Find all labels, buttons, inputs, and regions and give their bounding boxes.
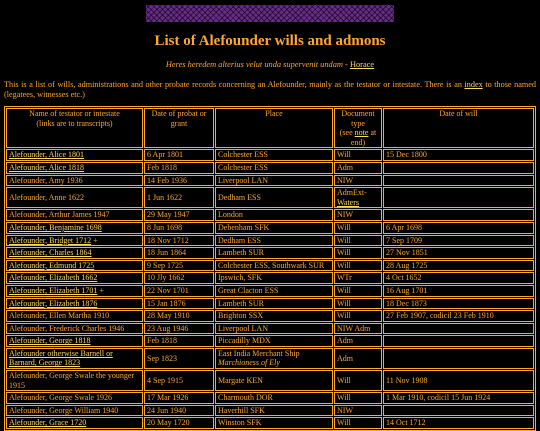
doctype-text: NIW bbox=[337, 405, 353, 415]
name-text: Alefounder, George Swale the younger 1915 bbox=[9, 371, 135, 390]
transcript-link[interactable]: Alefounder otherwise Barnell or Barnard, George 1823 bbox=[9, 348, 113, 368]
place-text: Lambeth SUR bbox=[218, 298, 264, 308]
table-row bbox=[6, 417, 534, 429]
cell-doctype bbox=[334, 285, 382, 297]
cell-name bbox=[6, 272, 143, 284]
doctype-text: Will bbox=[337, 248, 351, 258]
cell-will-date bbox=[383, 323, 534, 335]
place-text: Charmouth DOR bbox=[218, 393, 273, 403]
name-text: Alefounder, Frederick Charles 1946 bbox=[9, 323, 125, 333]
cell-will-date bbox=[383, 335, 534, 347]
cell-place bbox=[215, 285, 333, 297]
cell-will-date: 14 Oct 1712 bbox=[383, 417, 534, 429]
place-text: Colchester ESS bbox=[218, 162, 268, 172]
cell-name bbox=[6, 247, 143, 259]
plus-marker: + bbox=[93, 235, 98, 245]
intro-paragraph bbox=[4, 80, 536, 99]
transcript-link[interactable]: Alefounder, Elizabeth 1701 bbox=[9, 285, 98, 295]
table-row bbox=[6, 310, 534, 322]
cell-date: Feb 1818 bbox=[144, 335, 214, 347]
transcript-link[interactable]: Alefounder, Elizabeth 1876 bbox=[9, 298, 98, 308]
cell-date: 18 Jun 1864 bbox=[144, 247, 214, 259]
doctype-text: Will bbox=[337, 222, 351, 232]
cell-doctype bbox=[334, 335, 382, 347]
place-text: Debenham SFK bbox=[218, 222, 270, 232]
transcript-link[interactable]: Alefounder, Elizabeth 1662 bbox=[9, 273, 98, 283]
cell-name bbox=[6, 149, 143, 161]
transcript-link[interactable]: Alefounder, George 1818 bbox=[9, 336, 91, 346]
table-row bbox=[6, 222, 534, 234]
doctype-text: Will bbox=[337, 375, 351, 385]
place-text: Colchester ESS, Southwark SUR bbox=[218, 260, 325, 270]
cell-place bbox=[215, 348, 333, 369]
cell-doctype bbox=[334, 209, 382, 221]
transcript-link[interactable]: Alefounder, Charles 1864 bbox=[9, 248, 92, 258]
cell-name bbox=[6, 187, 143, 208]
cell-will-date: 27 Nov 1851 bbox=[383, 247, 534, 259]
doctype-link[interactable]: Waters bbox=[337, 197, 360, 207]
place-text: Great Clacton ESS bbox=[218, 285, 279, 295]
cell-name bbox=[6, 235, 143, 247]
cell-will-date: 6 Apr 1698 bbox=[383, 222, 534, 234]
doctype-text: Will bbox=[337, 285, 351, 295]
cell-doctype bbox=[334, 175, 382, 187]
cell-date: 4 Sep 1915 bbox=[144, 370, 214, 391]
cell-date: 8 Jun 1698 bbox=[144, 222, 214, 234]
header-doctype-see: (see bbox=[339, 128, 355, 138]
table-row bbox=[6, 298, 534, 310]
cell-doctype bbox=[334, 235, 382, 247]
cell-place bbox=[215, 392, 333, 404]
cell-name bbox=[6, 298, 143, 310]
doctype-text: Will bbox=[337, 235, 351, 245]
cell-doctype bbox=[334, 392, 382, 404]
cell-place bbox=[215, 298, 333, 310]
place-text: Winston SFK bbox=[218, 418, 262, 428]
table-row bbox=[6, 260, 534, 272]
table-row bbox=[6, 162, 534, 174]
doctype-text: Adm bbox=[337, 353, 353, 363]
header-doctype bbox=[334, 108, 382, 148]
cell-will-date bbox=[383, 405, 534, 417]
table-row bbox=[6, 392, 534, 404]
place-text: Ipswich, SFK bbox=[218, 273, 263, 283]
cell-date: 28 May 1910 bbox=[144, 310, 214, 322]
cell-date: 9 Sep 1725 bbox=[144, 260, 214, 272]
cell-name bbox=[6, 323, 143, 335]
cell-will-date: 15 Dec 1800 bbox=[383, 149, 534, 161]
cell-place bbox=[215, 272, 333, 284]
cell-name bbox=[6, 310, 143, 322]
cell-doctype bbox=[334, 272, 382, 284]
cell-will-date: 28 Aug 1725 bbox=[383, 260, 534, 272]
header-place: Place bbox=[215, 108, 333, 148]
name-text: Alefounder, Ellen Martha 1910 bbox=[9, 311, 110, 321]
cell-will-date bbox=[383, 175, 534, 187]
cell-date: 20 May 1720 bbox=[144, 417, 214, 429]
doctype-text: WTr bbox=[337, 273, 352, 283]
cell-name bbox=[6, 260, 143, 272]
header-doctype-label: Document type bbox=[341, 109, 375, 128]
table-row bbox=[6, 335, 534, 347]
table-row bbox=[6, 405, 534, 417]
cell-place bbox=[215, 187, 333, 208]
cell-place bbox=[215, 417, 333, 429]
place-text: Margate KEN bbox=[218, 375, 263, 385]
transcript-link[interactable]: Alefounder, Alice 1801 bbox=[9, 150, 84, 160]
transcript-link[interactable]: Alefounder, Bridget 1712 bbox=[9, 235, 92, 245]
cell-doctype bbox=[334, 417, 382, 429]
doctype-text: Will bbox=[337, 418, 351, 428]
cell-will-date bbox=[383, 187, 534, 208]
doctype-text: Will bbox=[337, 150, 351, 160]
name-text: Alefounder, Arthur James 1947 bbox=[9, 210, 110, 220]
place-text: Liverpool LAN bbox=[218, 175, 268, 185]
plus-marker: + bbox=[99, 285, 104, 295]
cell-place bbox=[215, 175, 333, 187]
cell-place bbox=[215, 222, 333, 234]
table-row bbox=[6, 323, 534, 335]
cell-place bbox=[215, 260, 333, 272]
place-text: Dedham ESS bbox=[218, 235, 261, 245]
note-link[interactable]: note bbox=[354, 128, 369, 138]
cell-doctype bbox=[334, 162, 382, 174]
decorative-banner bbox=[146, 5, 394, 22]
cell-name bbox=[6, 335, 143, 347]
transcript-link[interactable]: Alefounder, Benjamine 1698 bbox=[9, 222, 102, 232]
cell-doctype bbox=[334, 310, 382, 322]
cell-name bbox=[6, 405, 143, 417]
table-row bbox=[6, 209, 534, 221]
cell-will-date bbox=[383, 209, 534, 221]
doctype-text: Adm bbox=[337, 336, 353, 346]
cell-doctype bbox=[334, 405, 382, 417]
cell-date: 1 Jun 1622 bbox=[144, 187, 214, 208]
name-text: Alefounder, Amy 1936 bbox=[9, 175, 83, 185]
doctype-text: NIW bbox=[337, 175, 353, 185]
cell-doctype bbox=[334, 187, 382, 208]
header-name bbox=[6, 108, 143, 148]
place-text: Brighton SSX bbox=[218, 311, 264, 321]
doctype-text: AdmExt- bbox=[337, 188, 367, 198]
cell-place bbox=[215, 335, 333, 347]
cell-doctype bbox=[334, 348, 382, 369]
cell-date: 17 Mar 1926 bbox=[144, 392, 214, 404]
table-row bbox=[6, 348, 534, 369]
cell-name bbox=[6, 209, 143, 221]
doctype-text: NIW Adm bbox=[337, 323, 371, 333]
cell-name bbox=[6, 285, 143, 297]
cell-date: 24 Jun 1940 bbox=[144, 405, 214, 417]
cell-place bbox=[215, 370, 333, 391]
cell-name bbox=[6, 370, 143, 391]
cell-place bbox=[215, 162, 333, 174]
table-row bbox=[6, 272, 534, 284]
table-row bbox=[6, 285, 534, 297]
cell-date: Feb 1818 bbox=[144, 162, 214, 174]
cell-date: 22 Nov 1701 bbox=[144, 285, 214, 297]
place-text: Colchester ESS bbox=[218, 150, 268, 160]
motto bbox=[0, 60, 540, 69]
place-text: East India Merchant Ship bbox=[218, 348, 300, 358]
cell-date: 23 Aug 1946 bbox=[144, 323, 214, 335]
page-title: List of Alefounder wills and admons bbox=[154, 33, 386, 49]
cell-name bbox=[6, 222, 143, 234]
cell-date: 18 Nov 1712 bbox=[144, 235, 214, 247]
place-text: Lambeth SUR bbox=[218, 248, 264, 258]
cell-date: 14 Feb 1936 bbox=[144, 175, 214, 187]
name-text: Alefounder, Anne 1622 bbox=[9, 192, 84, 202]
cell-will-date: 7 Sep 1709 bbox=[383, 235, 534, 247]
cell-will-date bbox=[383, 162, 534, 174]
motto-dash: - bbox=[342, 60, 350, 69]
header-name-label: Name of testator or intestate bbox=[29, 109, 120, 118]
cell-name bbox=[6, 417, 143, 429]
place-text: Dedham ESS bbox=[218, 192, 261, 202]
cell-place bbox=[215, 235, 333, 247]
cell-will-date: 27 Feb 1907, codicil 23 Feb 1910 bbox=[383, 310, 534, 322]
intro-text-2: to those named (legatees, witnesses etc.) bbox=[4, 80, 536, 99]
cell-doctype bbox=[334, 298, 382, 310]
cell-name bbox=[6, 348, 143, 369]
doctype-text: NIW bbox=[337, 210, 353, 220]
table-row bbox=[6, 370, 534, 391]
cell-name bbox=[6, 392, 143, 404]
place-text: Piccadilly MDX bbox=[218, 336, 271, 346]
cell-doctype bbox=[334, 260, 382, 272]
index-link[interactable]: index bbox=[464, 80, 483, 89]
transcript-link[interactable]: Alefounder, Edmund 1725 bbox=[9, 260, 95, 270]
cell-place bbox=[215, 405, 333, 417]
cell-place bbox=[215, 323, 333, 335]
intro-text-1: This is a list of wills, administrations and other probate records concerning an Alefounder, mainly as the testator or intestate. There is an bbox=[4, 80, 465, 89]
table-row bbox=[6, 187, 534, 208]
cell-place bbox=[215, 209, 333, 221]
cell-date: 15 Jan 1876 bbox=[144, 298, 214, 310]
place-text: Haverhill SFK bbox=[218, 405, 265, 415]
place-text: Liverpool LAN bbox=[218, 323, 268, 333]
cell-name bbox=[6, 175, 143, 187]
cell-will-date: 16 Aug 1701 bbox=[383, 285, 534, 297]
cell-will-date bbox=[383, 348, 534, 369]
doctype-text: Will bbox=[337, 393, 351, 403]
header-date: Date of probat or grant bbox=[144, 108, 214, 148]
cell-date: 10 Jly 1662 bbox=[144, 272, 214, 284]
header-doctype-rest: at end) bbox=[350, 128, 377, 147]
doctype-text: Will bbox=[337, 260, 351, 270]
doctype-text: Will bbox=[337, 311, 351, 321]
doctype-text: Adm bbox=[337, 162, 353, 172]
cell-doctype bbox=[334, 222, 382, 234]
cell-place bbox=[215, 149, 333, 161]
cell-doctype bbox=[334, 323, 382, 335]
cell-date: 29 May 1947 bbox=[144, 209, 214, 221]
cell-place bbox=[215, 310, 333, 322]
header-will-date: Date of will bbox=[383, 108, 534, 148]
place-text: London bbox=[218, 210, 243, 220]
cell-will-date: 1 Mar 1910, codicil 15 Jun 1924 bbox=[383, 392, 534, 404]
name-text: Alefounder, George William 1940 bbox=[9, 405, 119, 415]
table-row bbox=[6, 247, 534, 259]
cell-will-date: 4 Oct 1652 bbox=[383, 272, 534, 284]
motto-quote: Heres heredem alterius velut unda supervenit undam bbox=[165, 60, 343, 69]
cell-will-date: 11 Nov 1908 bbox=[383, 370, 534, 391]
cell-doctype bbox=[334, 149, 382, 161]
header-name-sub: (links are to transcripts) bbox=[36, 118, 113, 128]
cell-place bbox=[215, 247, 333, 259]
transcript-link[interactable]: Alefounder, Grace 1720 bbox=[9, 418, 87, 428]
name-text: Alefounder, George Swale 1926 bbox=[9, 393, 113, 403]
table-header-row bbox=[6, 108, 534, 148]
cell-date: Sep 1823 bbox=[144, 348, 214, 369]
cell-doctype bbox=[334, 247, 382, 259]
wills-table bbox=[4, 106, 536, 431]
table-row bbox=[6, 235, 534, 247]
cell-will-date: 18 Dec 1873 bbox=[383, 298, 534, 310]
transcript-link[interactable]: Alefounder, Alice 1818 bbox=[9, 162, 84, 172]
doctype-text: Will bbox=[337, 298, 351, 308]
cell-date: 6 Apr 1801 bbox=[144, 149, 214, 161]
cell-doctype bbox=[334, 370, 382, 391]
table-row bbox=[6, 149, 534, 161]
cell-name bbox=[6, 162, 143, 174]
table-row bbox=[6, 175, 534, 187]
ship-name: Marchioness of Ely bbox=[218, 358, 280, 368]
horace-link[interactable]: Horace bbox=[349, 60, 375, 69]
